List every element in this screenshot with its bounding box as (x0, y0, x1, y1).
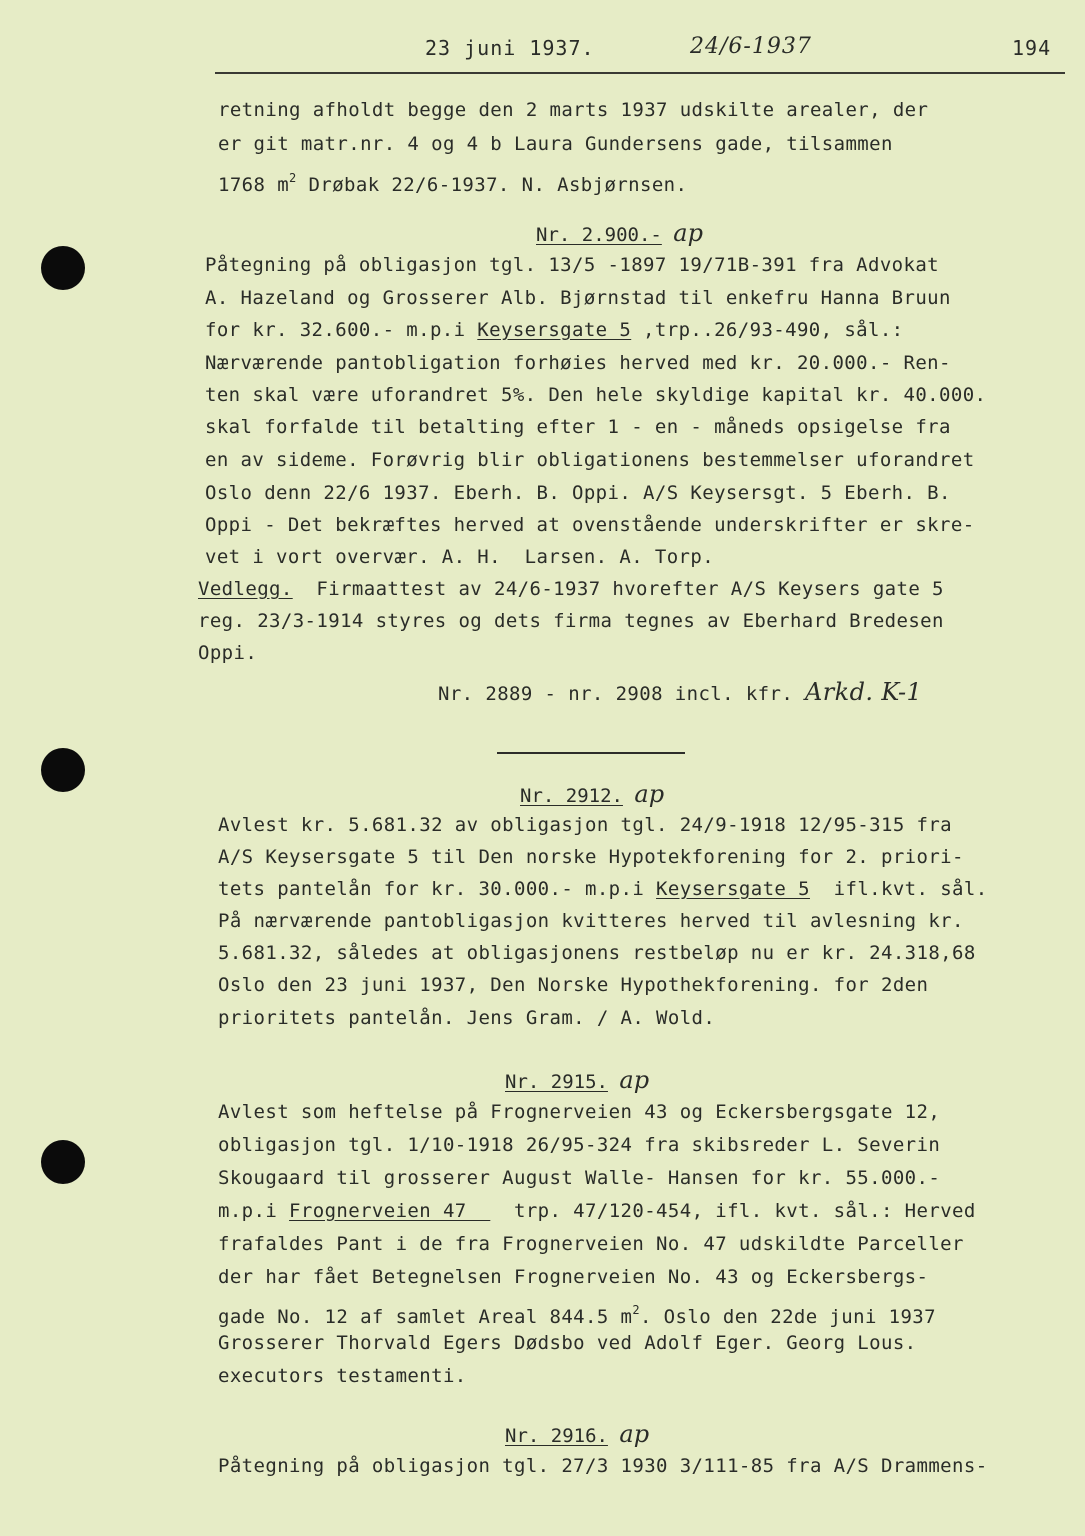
handwritten-signature: Arkd. K-1 (805, 678, 923, 706)
text-line: m.p.i Frognerveien 47 trp. 47/120-454, ifl. kvt. sål.: Herved (218, 1200, 976, 1222)
text-line: På nærværende pantobligasjon kvitteres herved til avlesning kr. (218, 910, 964, 932)
handwritten-mark: ap (673, 219, 703, 247)
entry-2915-heading (505, 1066, 649, 1094)
text-line: A. Hazeland og Grosserer Alb. Bjørnstad til enkefru Hanna Bruun (205, 287, 951, 309)
entry-2900-heading (536, 219, 703, 247)
entry-2916-heading (505, 1420, 649, 1448)
text-line: skal forfalde til betalting efter 1 - en - måneds opsigelse fra (205, 416, 951, 438)
entry-title: Nr. 2915. (505, 1071, 608, 1093)
text-line: 1768 $m^2$ Drøbak 22/6-1937. N. Asbjørnsen. (218, 171, 688, 196)
handwritten-mark: ap (619, 1420, 650, 1448)
entry-2912-heading (520, 780, 664, 808)
text-line: Skougaard til grosserer August Walle- Hansen for kr. 55.000.- (218, 1167, 941, 1189)
text-line: Oppi - Det bekræftes herved at ovenstående underskrifter er skre- (205, 514, 975, 536)
separator-rule (497, 752, 685, 754)
text-line: executors testamenti. (218, 1365, 467, 1387)
header-rule (215, 72, 1065, 74)
text-line: prioritets pantelån. Jens Gram. / A. Wold. (218, 1007, 716, 1029)
text-line: Avlest kr. 5.681.32 av obligasjon tgl. 24/9-1918 12/95-315 fra (218, 814, 953, 836)
text-line: obligasjon tgl. 1/10-1918 26/95-324 fra skibsreder L. Severin (218, 1134, 941, 1156)
text-line: Avlest som heftelse på Frognerveien 43 og Eckersbergsgate 12, (218, 1101, 941, 1123)
header-date: 23 juni 1937. (425, 36, 595, 60)
handwritten-mark: ap (619, 1066, 650, 1094)
text-line: Nærværende pantobligation forhøies herved med kr. 20.000.- Ren- (205, 352, 951, 374)
text-line: en av sideme. Forøvrig blir obligationens bestemmelser uforandret (205, 449, 975, 471)
text-line: vet i vort overvær. A. H. Larsen. A. Torp. (205, 546, 715, 568)
handwritten-mark: ap (634, 780, 665, 808)
text-line: der har fået Betegnelsen Frognerveien No. 43 og Eckersbergs- (218, 1266, 929, 1288)
text-line: retning afholdt begge den 2 marts 1937 udskilte arealer, der (218, 99, 929, 121)
text-line: gade No. 12 af samlet Areal 844.5 $m^2$. Oslo den 22de juni 1937 (218, 1303, 936, 1328)
text-line: 5.681.32, således at obligasjonens restbeløp nu er kr. 24.318,68 (218, 942, 976, 964)
entry-title: Nr. 2916. (505, 1425, 608, 1447)
text-line: tets pantelån for kr. 30.000.- m.p.i Keysersgate 5 ifl.kvt. sål. (218, 878, 988, 900)
punch-hole (41, 1140, 85, 1184)
text-line: er git matr.nr. 4 og 4 b Laura Gundersens gade, tilsammen (218, 133, 893, 155)
text-line: frafaldes Pant i de fra Frognerveien No. 47 udskildte Parceller (218, 1233, 964, 1255)
text-line: for kr. 32.600.- m.p.i Keysersgate 5 ,trp..26/93-490, sål.: (205, 319, 904, 341)
vedlegg-label: Vedlegg. (198, 578, 293, 600)
page-number: 194 (1012, 36, 1052, 60)
text-line: Oslo denn 22/6 1937. Eberh. B. Oppi. A/S Keysersgt. 5 Eberh. B. (205, 482, 951, 504)
text-line: Oppi. (198, 642, 258, 664)
text-line: ten skal være uforandret 5%. Den hele skyldige kapital kr. 40.000. (205, 384, 987, 406)
range-note: Nr. 2889 - nr. 2908 incl. kfr. Arkd. K-1 (438, 678, 923, 706)
text-line: Oslo den 23 juni 1937, Den Norske Hypothekforening. for 2den (218, 974, 929, 996)
entry-title: Nr. 2912. (520, 785, 623, 807)
punch-hole (41, 748, 85, 792)
text-line: Påtegning på obligasjon tgl. 13/5 -1897 19/71B-391 fra Advokat (205, 254, 940, 276)
text-line: Påtegning på obligasjon tgl. 27/3 1930 3/111-85 fra A/S Drammens- (218, 1455, 988, 1477)
header-handwritten-date: 24/6-1937 (690, 34, 812, 59)
entry-title: Nr. 2.900.- (536, 224, 662, 246)
text-line: reg. 23/3-1914 styres og dets firma tegnes av Eberhard Bredesen (198, 610, 944, 632)
text-line: Vedlegg. Firmaattest av 24/6-1937 hvorefter A/S Keysers gate 5 (198, 578, 944, 600)
text-line: Grosserer Thorvald Egers Dødsbo ved Adolf Eger. Georg Lous. (218, 1332, 917, 1354)
text-line: A/S Keysersgate 5 til Den norske Hypotekforening for 2. priori- (218, 846, 964, 868)
punch-hole (41, 246, 85, 290)
